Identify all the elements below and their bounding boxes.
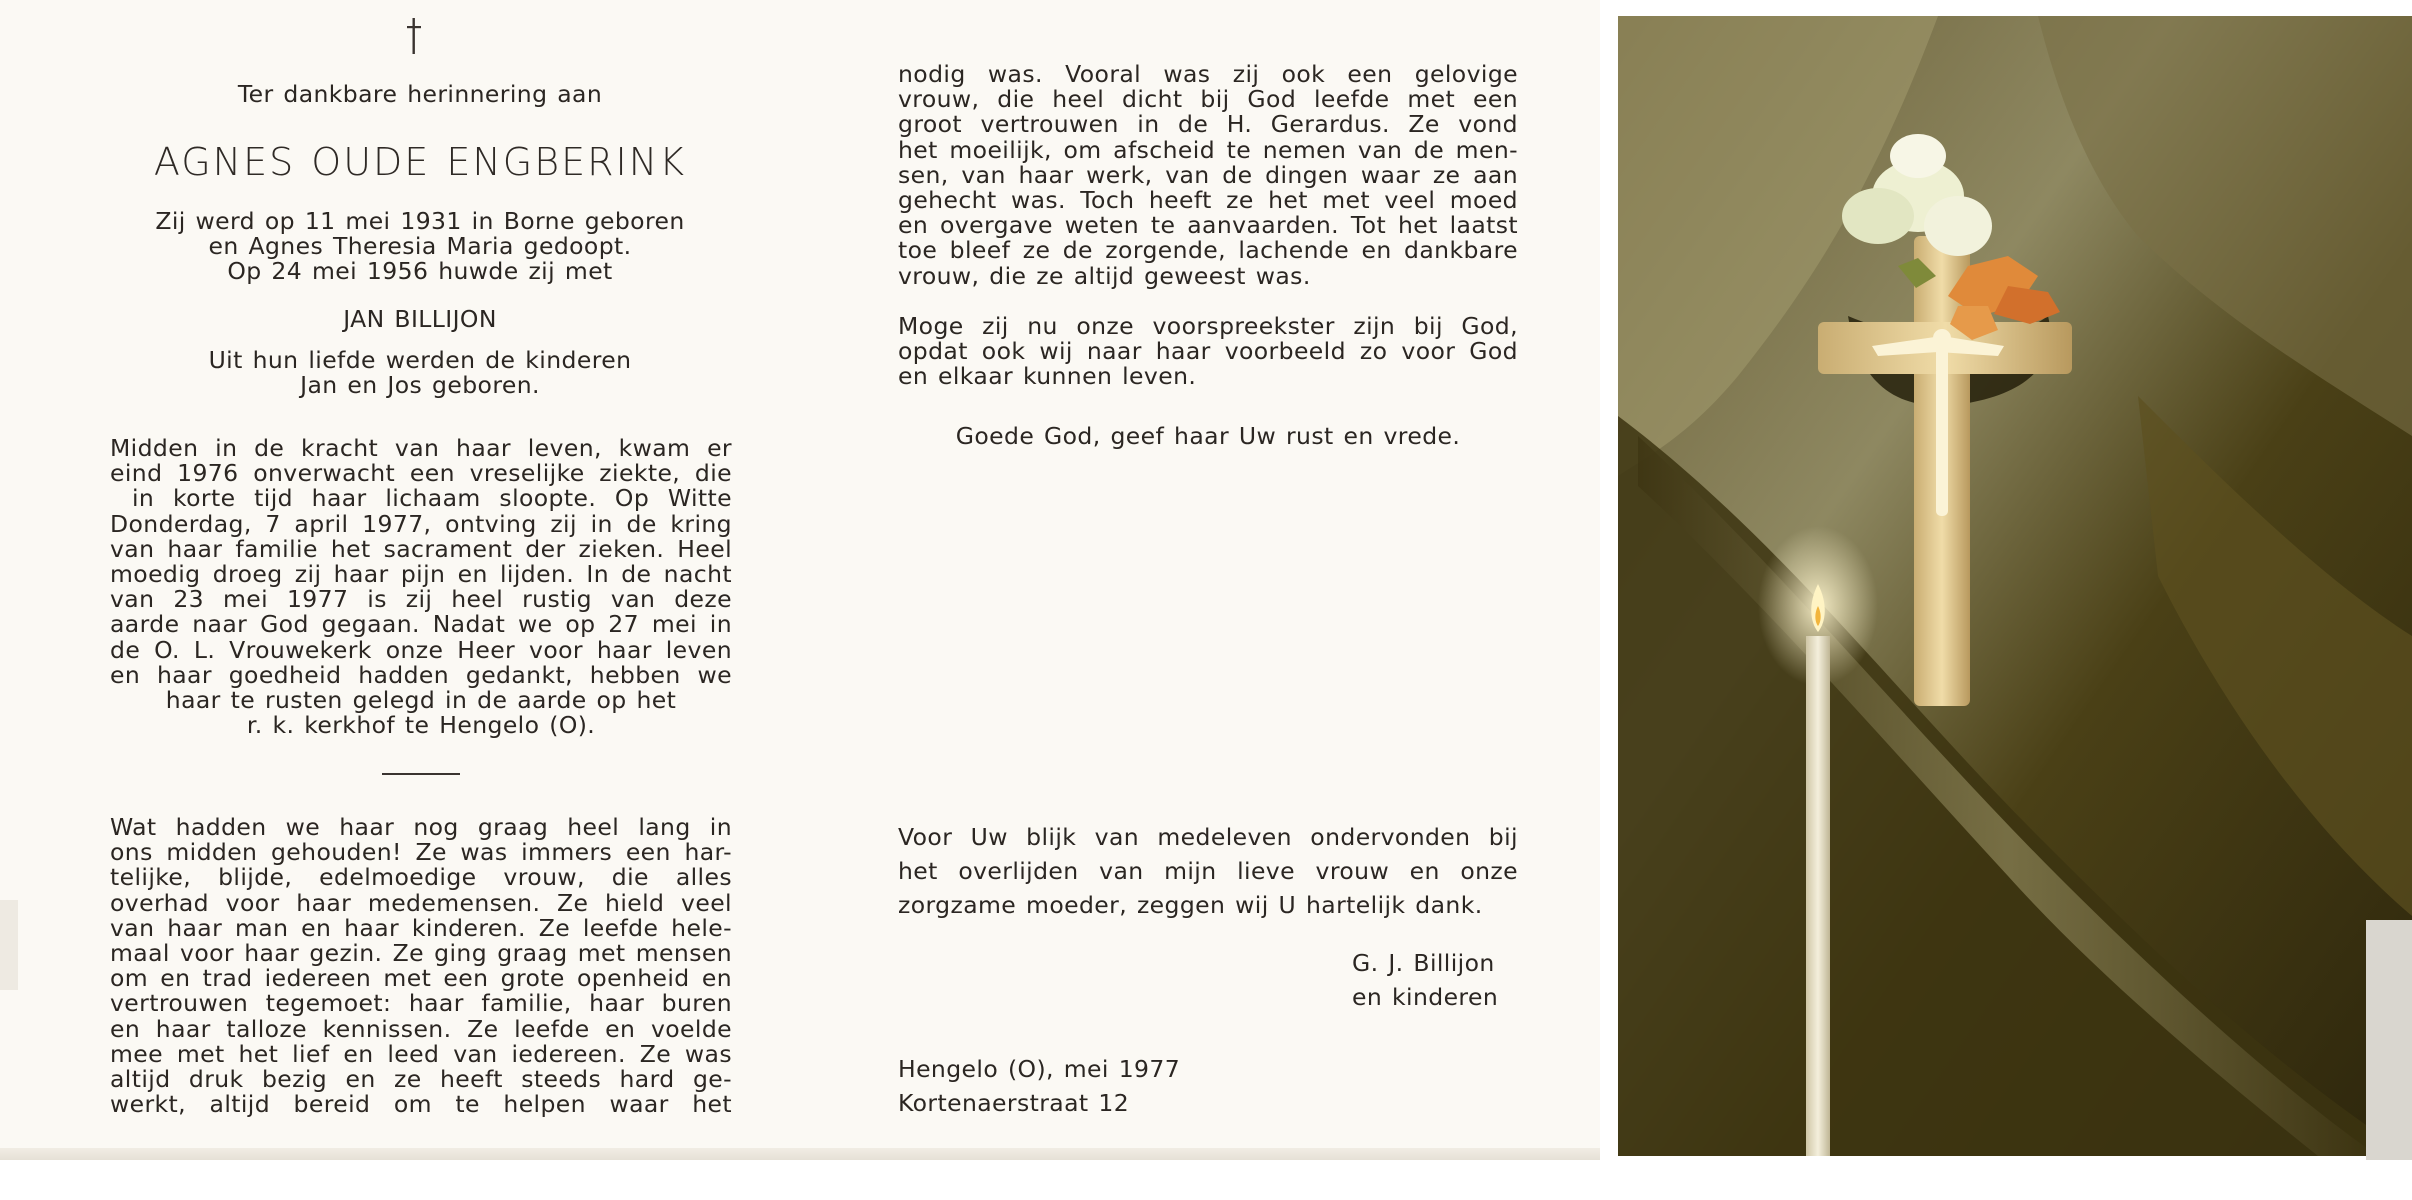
text-line: vrouw, die ze altijd geweest was. bbox=[898, 261, 1311, 290]
prayer-line: Goede God, geef haar Uw rust en vrede. bbox=[955, 422, 1461, 450]
text-line: werkt, altijd bereid om te helpen waar het bbox=[110, 1090, 732, 1119]
address-line: Kortenaerstraat 12 bbox=[898, 1089, 1130, 1117]
children-line: Jan en Jos geboren. bbox=[300, 371, 540, 400]
text-line: en haar goedheid hadden gedankt, hebben we bbox=[110, 660, 732, 689]
faith-paragraph bbox=[898, 62, 1518, 289]
text-line: de O. L. Vrouwekerk onze Heer voor haar leven bbox=[110, 635, 732, 664]
biography-paragraph bbox=[110, 436, 732, 738]
text-line: en haar talloze kennissen. Ze leefde en voelde bbox=[110, 1014, 732, 1043]
text-line: vertrouwen tegemoet: haar familie, haar buren bbox=[110, 989, 732, 1018]
tribute-paragraph bbox=[110, 815, 732, 1117]
text-line: van haar man en haar kinderen. Ze leefde hele- bbox=[110, 913, 732, 942]
children-info bbox=[100, 348, 740, 398]
cross-candle-illustration bbox=[1618, 16, 2412, 1156]
place-date bbox=[898, 1052, 1298, 1120]
text-line: moedig droeg zij haar pijn en lijden. In de nacht bbox=[110, 560, 732, 589]
text-line: Donderdag, 7 april 1977, ontving zij in de kring bbox=[110, 509, 732, 538]
text-line: in korte tijd haar lichaam sloopte. Op Witte bbox=[132, 484, 732, 513]
birth-line: Zij werd op 11 mei 1931 in Borne geboren bbox=[155, 207, 685, 235]
place-date-line: Hengelo (O), mei 1977 bbox=[898, 1055, 1181, 1083]
birth-line: en Agnes Theresia Maria gedoopt. bbox=[208, 232, 632, 261]
thanks-paragraph bbox=[898, 820, 1518, 922]
text-line: Wat hadden we haar nog graag heel lang in bbox=[110, 813, 732, 841]
text-line: het overlijden van mijn lieve vrouw en onze bbox=[898, 857, 1518, 885]
text-line: van haar familie het sacrament der zieken. Heel bbox=[110, 534, 732, 563]
signature-family: en kinderen bbox=[1352, 983, 1499, 1011]
separator-rule bbox=[382, 773, 460, 775]
text-line: groot vertrouwen in de H. Gerardus. Ze vond bbox=[898, 110, 1518, 139]
text-line: van 23 mei 1977 is zij heel rustig van deze bbox=[110, 585, 732, 614]
text-line: maal voor haar gezin. Ze ging graag met mensen bbox=[110, 939, 732, 968]
text-line: r. k. kerkhof te Hengelo (O). bbox=[246, 711, 596, 740]
intro-line: Ter dankbare herinnering aan bbox=[237, 80, 603, 108]
text-line: om en trad iedereen met een grote openheid en bbox=[110, 964, 732, 993]
devotional-photo bbox=[1618, 16, 2412, 1156]
text-line: aarde naar God gegaan. Nadat we op 27 mei in bbox=[110, 610, 732, 639]
signature-name: G. J. Billijon bbox=[1352, 949, 1495, 977]
birth-line: Op 24 mei 1956 huwde zij met bbox=[227, 257, 613, 286]
text-line: altijd druk bezig en ze heeft steeds hard ge- bbox=[110, 1065, 732, 1094]
text-line: Moge zij nu onze voorspreekster zijn bij God, bbox=[898, 312, 1518, 340]
text-line: telijke, blijde, edelmoedige vrouw, die alles bbox=[110, 863, 732, 892]
photo-edge-mark bbox=[2366, 920, 2412, 1160]
birth-info bbox=[100, 209, 740, 285]
text-line: nodig was. Vooral was zij ook een gelovige bbox=[898, 60, 1518, 88]
text-line: haar te rusten gelegd in de aarde op het bbox=[165, 686, 677, 715]
text-line: en elkaar kunnen leven. bbox=[898, 362, 1197, 391]
text-line: ons midden gehouden! Ze was immers een har- bbox=[110, 838, 732, 867]
cross-icon bbox=[403, 16, 425, 56]
text-line: Midden in de kracht van haar leven, kwam er bbox=[110, 434, 732, 462]
text-line: en overgave weten te aanvaarden. Tot het laatst bbox=[898, 211, 1518, 240]
signature-block bbox=[1352, 946, 1552, 1014]
paper-edge-mark bbox=[0, 900, 18, 990]
deceased-name: AGNES OUDE ENGBERINK bbox=[153, 140, 687, 184]
text-line: overhad voor haar medemensen. Ze hield veel bbox=[110, 888, 732, 917]
text-line: gehecht was. Toch heeft ze het met veel moed bbox=[898, 186, 1518, 215]
text-line: Voor Uw blijk van medeleven ondervonden bij bbox=[898, 823, 1518, 851]
children-line: Uit hun liefde werden de kinderen bbox=[208, 346, 632, 374]
text-line: mee met het lief en leed van iedereen. Ze was bbox=[110, 1039, 732, 1068]
text-line: sen, van haar werk, van de dingen waar ze aan bbox=[898, 160, 1518, 189]
text-line: opdat ook wij naar haar voorbeeld zo voor God bbox=[898, 337, 1518, 366]
text-line: zorgzame moeder, zeggen wij U hartelijk dank. bbox=[898, 891, 1483, 919]
intercession-paragraph bbox=[898, 314, 1518, 390]
text-line: eind 1976 onverwacht een vreselijke ziekte, die bbox=[110, 459, 732, 488]
spouse-name: JAN BILLIJON bbox=[343, 305, 497, 333]
text-line: toe bleef ze de zorgende, lachende en dankbare bbox=[898, 236, 1518, 265]
text-line: het moeilijk, om afscheid te nemen van de men- bbox=[898, 135, 1518, 164]
text-line: vrouw, die heel dicht bij God leefde met een bbox=[898, 85, 1518, 114]
